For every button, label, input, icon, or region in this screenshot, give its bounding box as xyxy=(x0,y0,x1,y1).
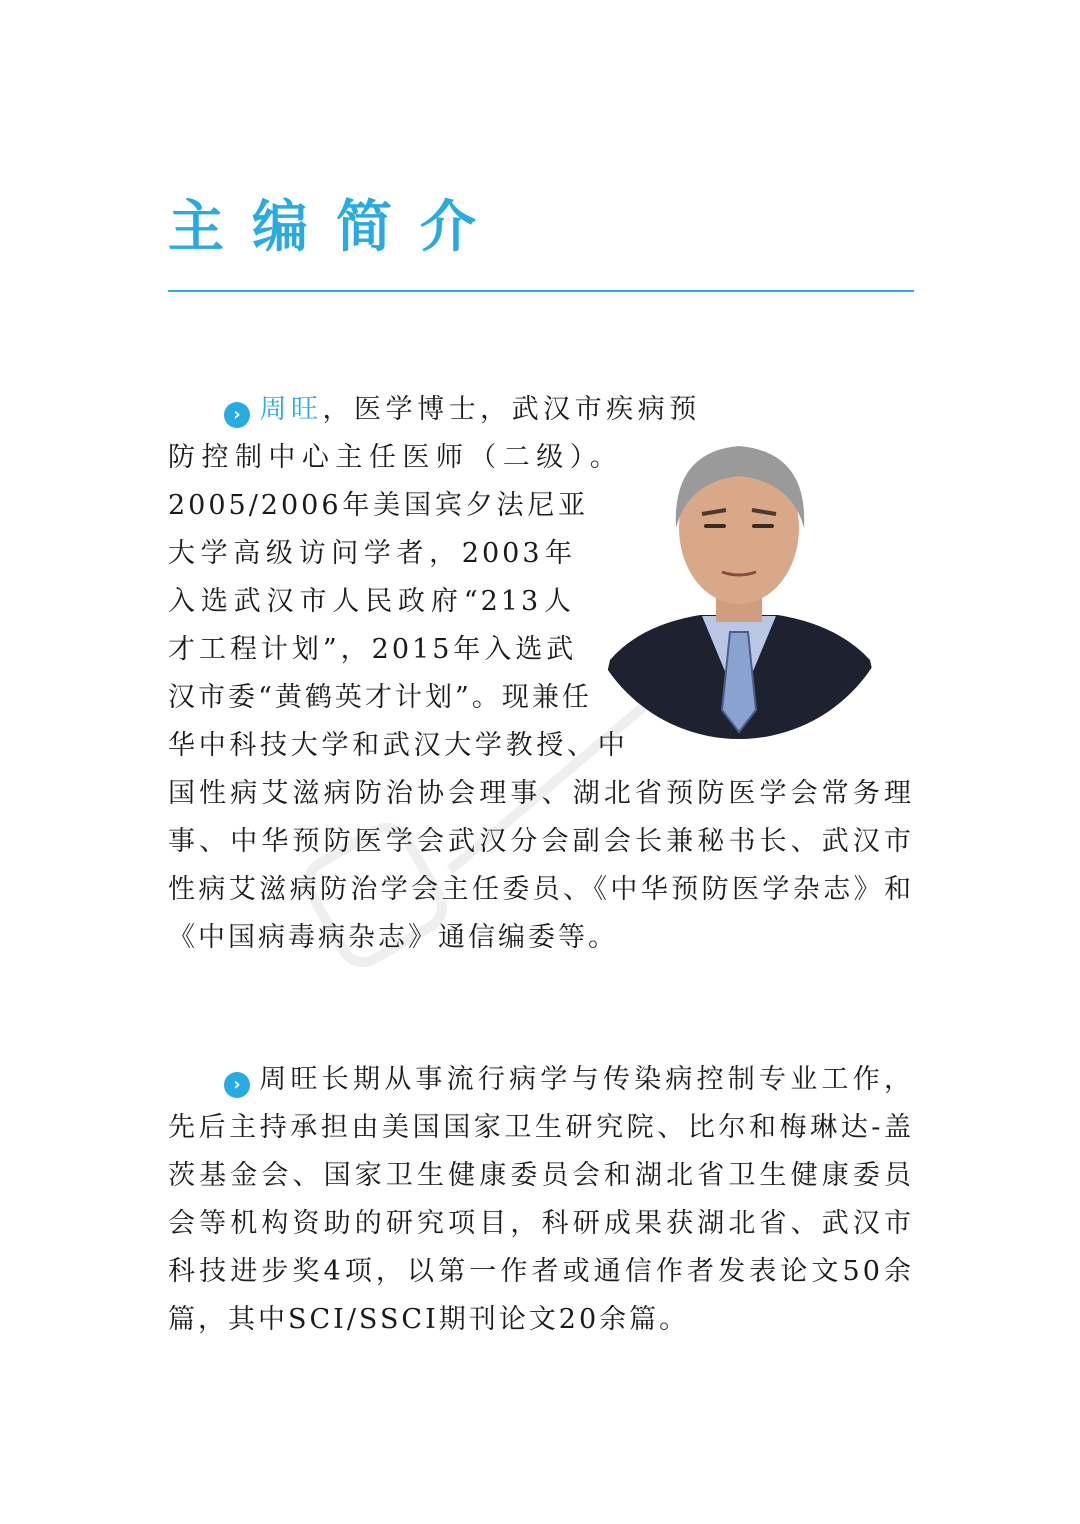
bio-text-2: 周旺长期从事流行病学与传染病控制专业工作，先后主持承担由美国国家卫生研究院、比尔和梅琳达-盖茨基金会、国家卫生健康委员会和湖北省卫生健康委员会等机构资助的研究项目，科研成果获湖北省、武汉市科技进步奖4项，以第一作者或通信作者发表论文50余篇，其中SCI/SSCI期刊论文20余篇。 xyxy=(168,1064,914,1335)
author-portrait xyxy=(580,410,898,750)
bio-text-1: ，医学博士，武汉市疾病预防控制中心主任医师（二级）。2005/2006年美国宾夕法尼亚大学高级访问学者，2003年入选武汉市人民政府“213人才工程计划”，2015年入选武汉市委“黄鹤英才计划”。现兼任华中科技大学和武汉大学教授、中国性病艾滋病防治协会理事、湖北省预防医学会常务理事、中华预防医学会武汉分会副会长兼秘书长、武汉市性病艾滋病防治学会主任委员、《中华预防医学杂志》和《中国病毒病杂志》通信编委等。 xyxy=(168,394,914,953)
chevron-right-circle-icon: › xyxy=(224,402,250,428)
chevron-right-circle-icon: › xyxy=(224,1072,250,1098)
page-title: 主编简介 xyxy=(168,195,504,260)
bio-paragraph-2 xyxy=(168,1056,914,1344)
title-divider xyxy=(168,290,914,292)
author-name: 周旺 xyxy=(258,394,323,425)
